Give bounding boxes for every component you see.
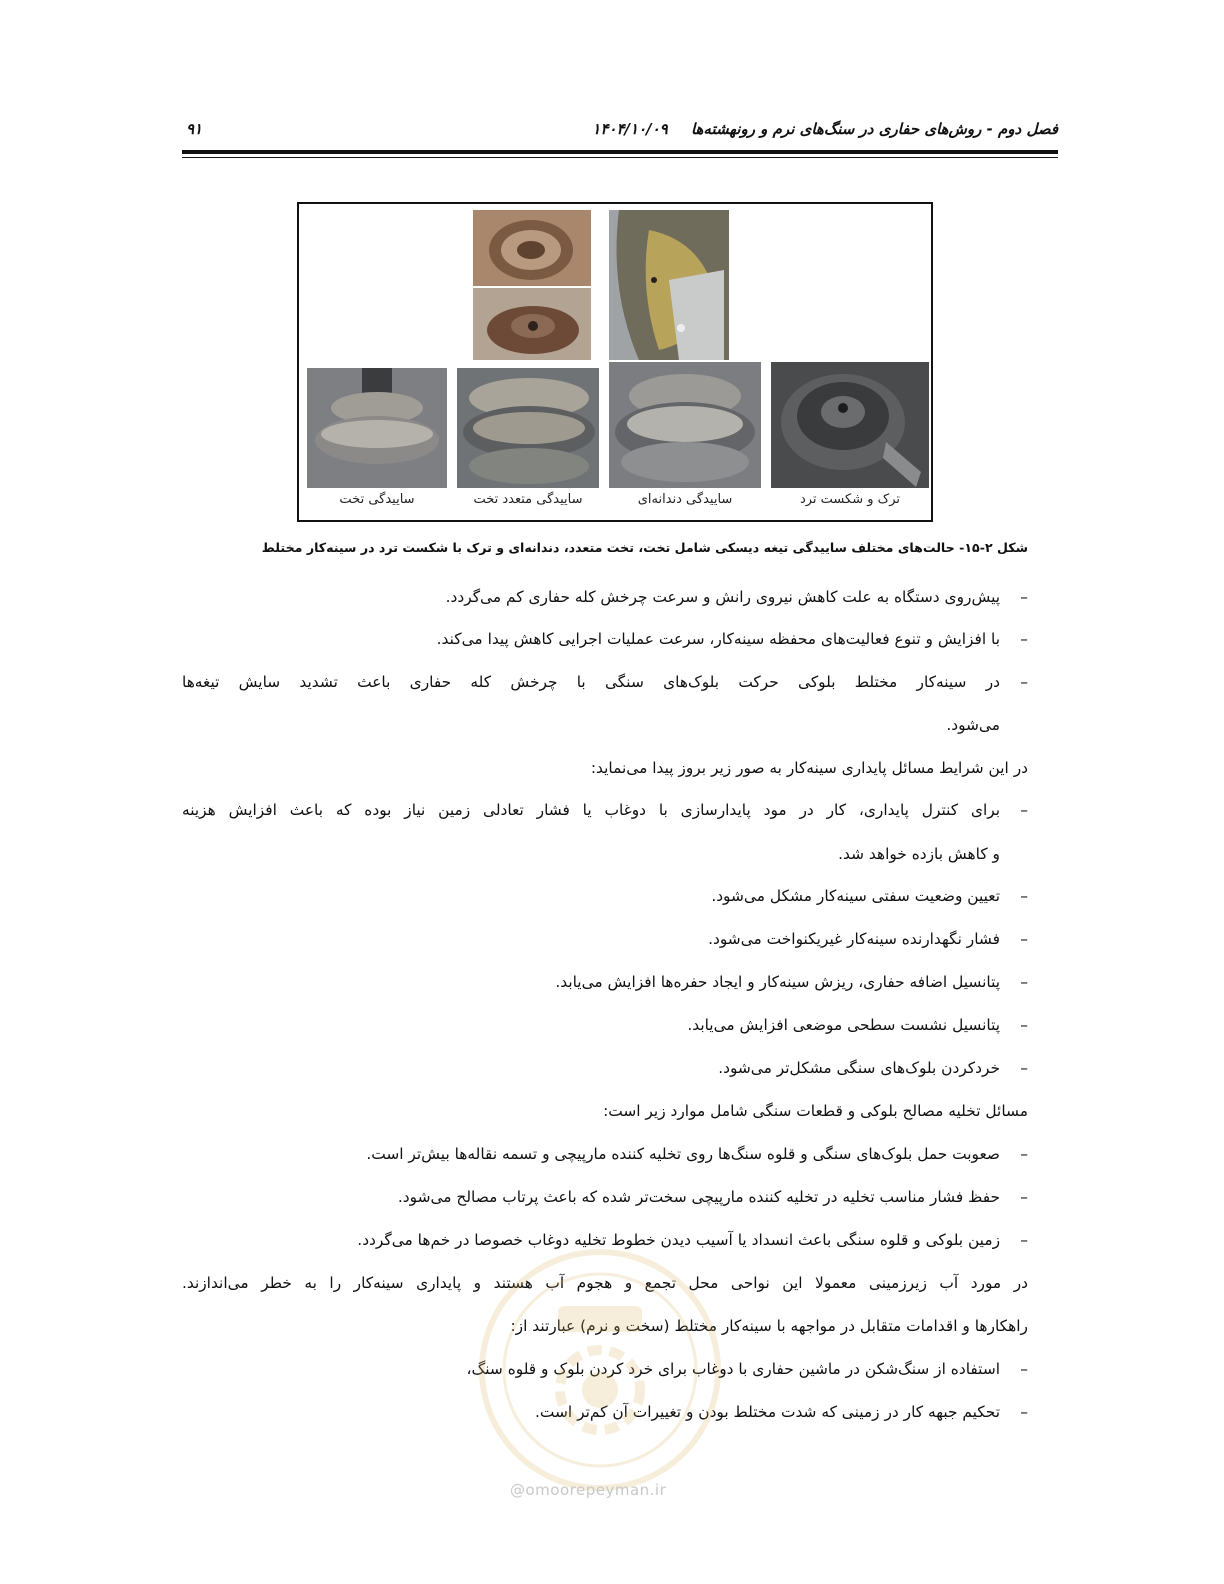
bullet-dash: – <box>1020 887 1028 905</box>
bullet-item: پتانسیل اضافه حفاری، ریزش سینه‌کار و ایجاد حفره‌ها افزایش می‌یابد. <box>555 973 1000 991</box>
bullet-dash: – <box>1020 673 1028 691</box>
photo-tooth-wear <box>609 362 761 488</box>
label-tooth-wear: ساییدگی دندانه‌ای <box>637 492 733 507</box>
bullet-dash: – <box>1020 801 1028 819</box>
bullet-item-continuation: و کاهش بازده خواهد شد. <box>838 845 1000 863</box>
bullet-item: خردکردن بلوک‌های سنگی مشکل‌تر می‌شود. <box>718 1059 1000 1077</box>
bullet-item: تعیین وضعیت سفتی سینه‌کار مشکل می‌شود. <box>711 887 1000 905</box>
header-rule-thin <box>182 157 1058 158</box>
bullet-item-continuation: می‌شود. <box>946 716 1000 734</box>
photo-cracked-brittle <box>771 362 929 488</box>
bullet-item: استفاده از سنگ‌شکن در ماشین حفاری با دوغاب برای خرد کردن بلوک و قلوه سنگ، <box>466 1360 1000 1378</box>
bullet-dash: – <box>1020 973 1028 991</box>
photo-cutter-mid-left <box>473 288 591 360</box>
bullet-item: تحکیم جبهه کار در زمینی که شدت مختلط بودن و تغییرات آن کم‌تر است. <box>535 1403 1000 1421</box>
bullet-item: پیش‌روی دستگاه به علت کاهش نیروی رانش و سرعت چرخش کله حفاری کم می‌گردد. <box>445 588 1000 606</box>
photo-multiple-flat-wear <box>457 368 599 488</box>
bullet-item: در سینه‌کار مختلط بلوکی حرکت بلوک‌های سنگی با چرخش کله حفاری باعث تشدید سایش تیغه‌ها <box>182 673 1000 691</box>
header-rule-thick <box>182 150 1058 154</box>
label-crack-brittle: ترک و شکست ترد <box>799 492 901 507</box>
bullet-dash: – <box>1020 1016 1028 1034</box>
bullet-dash: – <box>1020 1059 1028 1077</box>
bullet-dash: – <box>1020 1145 1028 1163</box>
watermark-seal-icon <box>470 1240 730 1500</box>
bullet-dash: – <box>1020 588 1028 606</box>
paragraph: در این شرایط مسائل پایداری سینه‌کار به صور زیر بروز پیدا می‌نماید: <box>590 759 1028 777</box>
photo-flat-wear <box>307 368 447 488</box>
figure-disc-cutter-wear <box>297 202 933 522</box>
bullet-dash: – <box>1020 1360 1028 1378</box>
chapter-title: فصل دوم - روش‌های حفاری در سنگ‌های نرم و رونهشته‌ها <box>690 120 1058 138</box>
label-multiple-flat-wear: ساییدگی متعدد تخت <box>473 492 583 507</box>
bullet-dash: – <box>1020 930 1028 948</box>
bullet-item: برای کنترل پایداری، کار در مود پایدارسازی با دوغاب یا فشار تعادلی زمین نیاز بوده که باعث افزایش هزینه <box>182 801 1000 819</box>
paragraph: مسائل تخلیه مصالح بلوکی و قطعات سنگی شامل موارد زیر است: <box>603 1102 1028 1120</box>
running-title <box>592 120 1058 138</box>
paragraph: راهکارها و اقدامات متقابل در مواجهه با سینه‌کار مختلط (سخت و نرم) عبارتند از: <box>510 1317 1028 1335</box>
label-flat-wear: سایيدگی تخت <box>339 492 415 507</box>
bullet-item: با افزایش و تنوع فعالیت‌های محفظه سینه‌کار، سرعت عملیات اجرایی کاهش پیدا می‌کند. <box>436 630 1000 648</box>
photo-cutter-broken <box>609 210 729 360</box>
bullet-item: زمین بلوکی و قلوه سنگی باعث انسداد یا آسیب دیدن خطوط تخلیه دوغاب خصوصا در خم‌ها می‌گردد. <box>357 1231 1000 1249</box>
bullet-item: پتانسیل نشست سطحی موضعی افزایش می‌یابد. <box>687 1016 1000 1034</box>
paragraph: در مورد آب زیرزمینی معمولا این نواحی محل تجمع و هجوم آب هستند و پایداری سینه‌کار را به خطر می‌اندازند. <box>182 1274 1028 1292</box>
page-number: ۹۱ <box>186 120 203 138</box>
bullet-dash: – <box>1020 1403 1028 1421</box>
bullet-item: صعوبت حمل بلوک‌های سنگی و قلوه سنگ‌ها روی تخلیه کننده مارپیچی و تسمه نقاله‌ها بیش‌تر است. <box>366 1145 1000 1163</box>
bullet-dash: – <box>1020 630 1028 648</box>
bullet-dash: – <box>1020 1231 1028 1249</box>
watermark-url: @omoorepeyman.ir <box>510 1481 667 1499</box>
photo-cutter-top-left <box>473 210 591 286</box>
header-date: ۱۴۰۴/۱۰/۰۹ <box>592 120 668 138</box>
figure-caption: شکل ۲-۱۵- حالت‌های مختلف ساییدگی تیغه دیسکی شامل تخت، تخت متعدد، دندانه‌ای و ترک با شکست ترد در سینه‌کار مختلط <box>261 540 1028 555</box>
bullet-item: فشار نگهدارنده سینه‌کار غیریکنواخت می‌شود. <box>708 930 1000 948</box>
bullet-item: حفظ فشار مناسب تخلیه در تخلیه کننده مارپیچی سخت‌تر شده که باعث پرتاب مصالح می‌شود. <box>397 1188 1000 1206</box>
page-header <box>182 118 1058 146</box>
bullet-dash: – <box>1020 1188 1028 1206</box>
